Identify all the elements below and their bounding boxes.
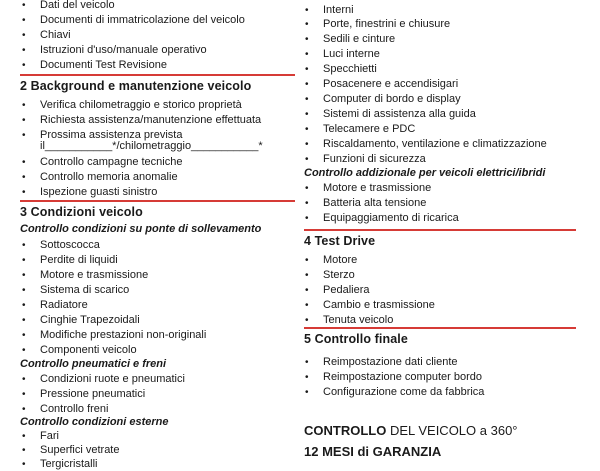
bullet-icon: • <box>22 45 26 56</box>
section-5-title: 5 Controllo finale <box>304 332 408 346</box>
bullet-icon: • <box>22 445 26 456</box>
bullet-icon: • <box>305 255 309 266</box>
bullet-icon: • <box>22 330 26 341</box>
bullet-icon: • <box>22 374 26 385</box>
bullet-icon: • <box>305 183 309 194</box>
bullet-icon: • <box>22 315 26 326</box>
bullet-icon: • <box>305 315 309 326</box>
subsection-title: Controllo pneumatici e freni <box>20 358 167 370</box>
bullet-icon: • <box>305 372 309 383</box>
section-divider <box>20 74 295 76</box>
subsection-title: Controllo condizioni su ponte di sollevamento <box>20 223 262 235</box>
bullet-icon: • <box>305 213 309 224</box>
bullet-icon: • <box>305 34 309 45</box>
bullet-icon: • <box>305 387 309 398</box>
subsection-title: Controllo addizionale per veicoli elettrici/ibridi <box>304 167 546 179</box>
bullet-icon: • <box>22 157 26 168</box>
bullet-icon: • <box>22 404 26 415</box>
subsection-title: Controllo condizioni esterne <box>20 416 169 428</box>
bullet-icon: • <box>305 19 309 30</box>
section-3-title: 3 Condizioni veicolo <box>20 205 143 219</box>
bullet-icon: • <box>22 30 26 41</box>
bullet-icon: • <box>305 154 309 165</box>
bullet-icon: • <box>305 198 309 209</box>
bullet-icon: • <box>305 300 309 311</box>
bullet-icon: • <box>305 139 309 150</box>
bullet-icon: • <box>305 49 309 60</box>
section-divider <box>304 327 576 329</box>
bullet-icon: • <box>22 255 26 266</box>
bullet-icon: • <box>22 285 26 296</box>
bullet-icon: • <box>22 187 26 198</box>
bullet-icon: • <box>22 172 26 183</box>
bullet-icon: • <box>305 109 309 120</box>
bullet-icon: • <box>305 270 309 281</box>
section-divider <box>20 200 295 202</box>
bullet-icon: • <box>305 5 309 16</box>
bullet-icon: • <box>22 130 26 141</box>
section-4-title: 4 Test Drive <box>304 234 376 248</box>
bullet-icon: • <box>305 357 309 368</box>
footer-heading: CONTROLLO DEL VEICOLO a 360° <box>304 423 518 438</box>
bullet-icon: • <box>22 389 26 400</box>
section-divider <box>304 229 576 231</box>
bullet-icon: • <box>22 240 26 251</box>
bullet-icon: • <box>22 270 26 281</box>
bullet-icon: • <box>22 300 26 311</box>
bullet-icon: • <box>22 115 26 126</box>
bullet-icon: • <box>22 345 26 356</box>
bullet-icon: • <box>305 79 309 90</box>
bullet-icon: • <box>22 0 26 11</box>
bullet-icon: • <box>22 459 26 470</box>
bullet-icon: • <box>22 100 26 111</box>
bullet-icon: • <box>305 285 309 296</box>
bullet-icon: • <box>305 94 309 105</box>
form-line: il___________*/chilometraggio___________* <box>40 140 263 152</box>
bullet-icon: • <box>22 15 26 26</box>
footer-subheading: 12 MESI di GARANZIA <box>304 444 442 459</box>
bullet-icon: • <box>305 64 309 75</box>
bullet-icon: • <box>305 124 309 135</box>
bullet-icon: • <box>22 431 26 442</box>
bullet-icon: • <box>22 60 26 71</box>
section-2-title: 2 Background e manutenzione veicolo <box>20 79 252 93</box>
